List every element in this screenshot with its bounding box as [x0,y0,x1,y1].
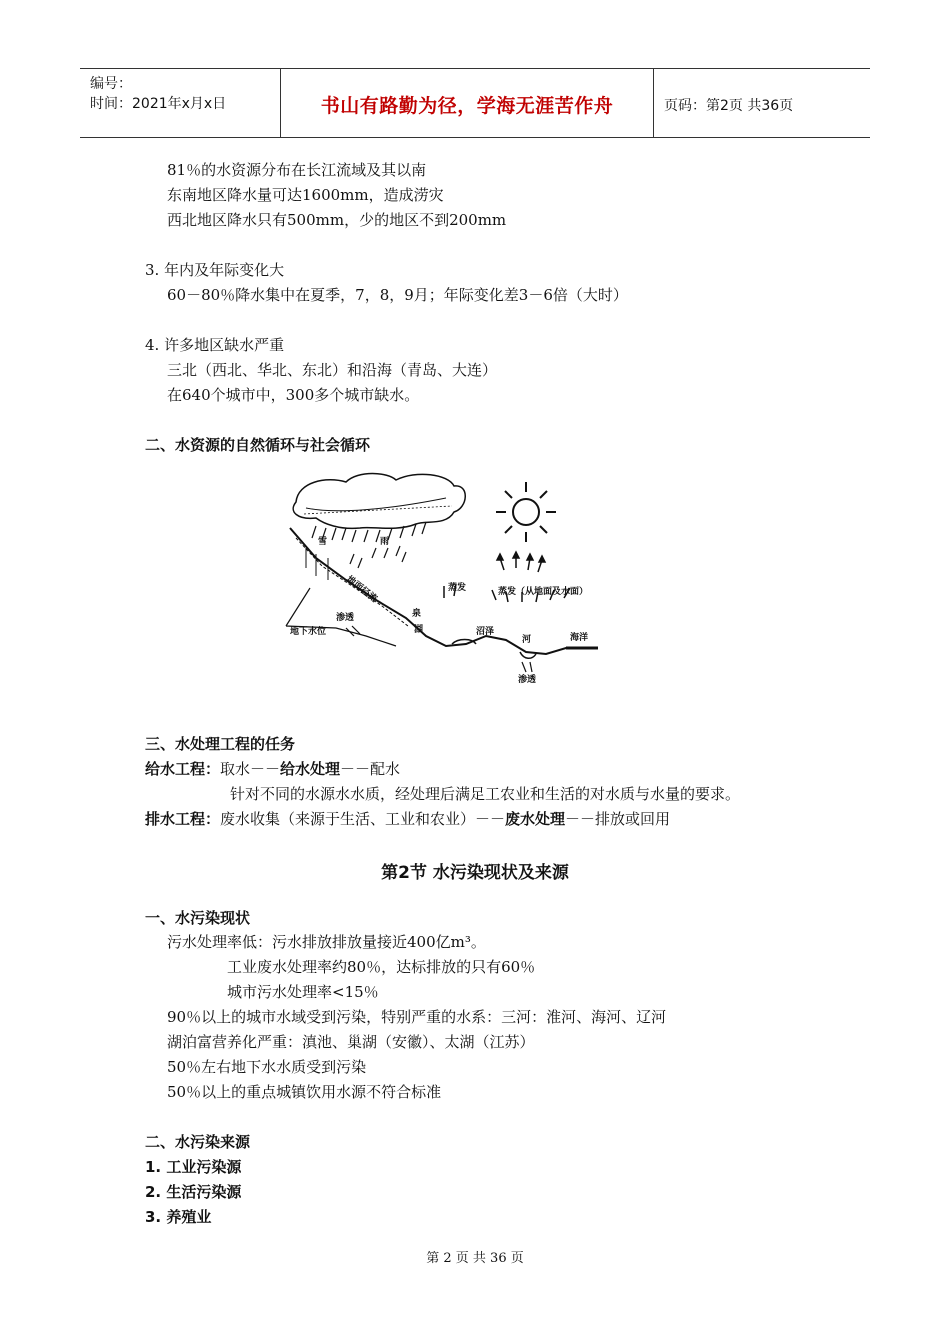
label-evaporation-surface: 蒸发（从地面及水面） [498,587,589,597]
list-item: 2. 生活污染源 [145,1183,242,1201]
label-lake: 湖 [414,625,424,635]
label-groundwater: 地下水位 [290,627,327,637]
cloud-icon [293,474,465,529]
chapter-title: 第2节 水污染现状及来源 [381,863,569,883]
label-sea: 海洋 [570,633,589,643]
list-item: 1. 工业污染源 [145,1158,242,1176]
serial-label: 编号： [90,76,132,92]
motto: 书山有路勤为径，学海无涯苦作舟 [320,95,614,117]
header-page-cell [654,69,870,137]
label-runoff: 地面径流 [344,574,379,605]
page-header [80,68,870,138]
label-river: 河 [522,635,532,645]
label-seepage-river: 渗透 [518,675,537,685]
header-motto-cell [281,69,654,137]
label-swamp: 沼泽 [476,627,495,637]
label-rain: 雨 [380,537,390,547]
seepage-arrows-icon [346,626,532,672]
supply-text-bold: 给水处理 [280,760,341,778]
label-evaporation: 蒸发 [448,583,467,593]
header-info-cell [80,69,281,137]
water-cycle-illustration [276,468,606,686]
label-spring: 泉 [412,609,422,619]
list-item-heading: 3. 年内及年际变化大 [145,261,285,279]
drain-text: 废水收集（来源于生活、工业和农业）－－ [220,810,506,828]
section-heading: 三、水处理工程的任务 [145,735,296,753]
page-footer: 第 2 页 共 36 页 [426,1251,524,1266]
text-line: 三北（西北、华北、东北）和沿海（青岛、大连） [167,361,498,379]
supply-text: 取水－－ [220,760,281,778]
text-line: 城市污水处理率<15％ [227,983,379,1001]
drain-text-bold: 废水处理 [505,810,566,828]
section-heading: 二、水污染来源 [145,1133,251,1151]
text-line: 污水处理率低：污水排放排放量接近400亿m³。 [167,933,486,951]
supply-line [145,759,400,779]
text-line: 工业废水处理率约80％，达标排放的只有60％ [227,958,536,976]
text-line: 西北地区降水只有500mm，少的地区不到200mm [167,211,507,229]
text-line: 在640个城市中，300多个城市缺水。 [167,386,420,404]
text-line: 东南地区降水量可达1600mm，造成涝灾 [167,186,444,204]
text-line: 50％左右地下水水质受到污染 [167,1058,367,1076]
text-line: 50％以上的重点城镇饮用水源不符合标准 [167,1083,442,1101]
page-info: 页码：第2页 共36页 [664,98,794,114]
sun-icon [496,482,556,542]
list-item: 3. 养殖业 [145,1208,212,1226]
section-heading: 二、水资源的自然循环与社会循环 [145,436,371,454]
time-label: 时间：2021年x月x日 [90,96,227,112]
supply-text: －－配水 [340,760,401,778]
drain-text: －－排放或回用 [565,810,671,828]
text-line: 湖泊富营养化严重：滇池、巢湖（安徽）、太湖（江苏） [167,1033,535,1051]
water-cycle-diagram [276,468,606,686]
drain-line [145,809,670,829]
text-line: 60－80％降水集中在夏季，7，8，9月；年际变化差3－6倍（大时） [167,286,628,304]
rain-icon [312,522,426,568]
label-snow: 雪 [318,537,328,547]
text-line: 90％以上的城市水域受到污染，特别严重的水系：三河：淮河、海河、辽河 [167,1008,667,1026]
section-heading: 一、水污染现状 [145,909,251,927]
text-line: 针对不同的水源水水质，经处理后满足工农业和生活的对水质与水量的要求。 [230,785,741,803]
supply-label: 给水工程： [145,760,221,778]
drain-label: 排水工程： [145,810,221,828]
list-item-heading: 4. 许多地区缺水严重 [145,336,285,354]
label-seepage: 渗透 [336,613,355,623]
text-line: 81％的水资源分布在长江流域及其以南 [167,161,427,179]
